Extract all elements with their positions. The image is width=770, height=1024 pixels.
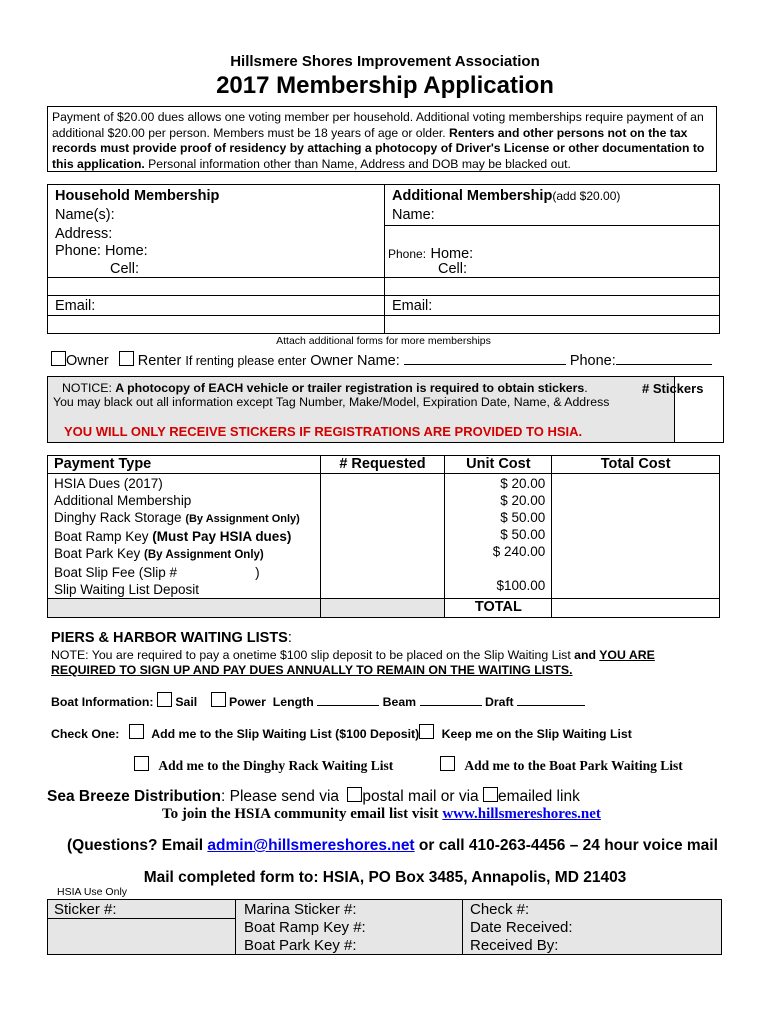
household-address-label[interactable]: Address: — [55, 226, 113, 242]
owner-phone-label: Phone: — [569, 353, 616, 369]
received-by-label: Received By: — [470, 937, 559, 954]
boat-info-row: Boat Information: Sail Power Length Beam Draft — [51, 692, 585, 709]
seabreeze-label: Sea Breeze Distribution — [47, 788, 221, 805]
household-names-label[interactable]: Name(s): — [55, 207, 115, 223]
payment-row-label: Boat Park Key (By Assignment Only) — [54, 546, 264, 561]
check-number-label: Check #: — [470, 901, 530, 918]
boatpark-waiting-label: Add me to the Boat Park Waiting List — [464, 758, 683, 773]
requested-header: # Requested — [320, 456, 445, 474]
intro-box — [47, 106, 717, 172]
renter-checkbox[interactable] — [119, 351, 134, 366]
seabreeze-row: Sea Breeze Distribution: Please send via postal mail or via emailed link — [47, 788, 580, 805]
date-received-label: Date Received: — [470, 919, 573, 936]
unit-cost-value: $100.00 — [496, 578, 546, 593]
page-title: 2017 Membership Application — [216, 72, 554, 99]
renter-label: Renter — [137, 353, 182, 369]
total-field[interactable] — [552, 599, 720, 618]
emailed-link-checkbox[interactable] — [483, 787, 498, 802]
notice-label: NOTICE: — [62, 381, 116, 395]
attach-note: Attach additional forms for more memberships — [276, 335, 491, 347]
owner-renter-row — [51, 351, 712, 369]
unit-cost-value: $ 20.00 — [500, 493, 546, 508]
payment-row-label: Boat Slip Fee (Slip # ) — [54, 565, 260, 580]
dinghy-waiting-label: Add me to the Dinghy Rack Waiting List — [158, 758, 394, 773]
owner-name-field[interactable] — [404, 364, 566, 365]
additional-price: (add $20.00) — [552, 189, 621, 203]
sticker-number-label: Sticker #: — [54, 901, 117, 918]
unit-cost-value: $ 20.00 — [500, 476, 546, 491]
additional-heading: Additional Membership — [392, 188, 553, 204]
payment-row-label: Dinghy Rack Storage (By Assignment Only) — [54, 510, 300, 525]
notice-blackout: You may black out all information except Tag Number, Make/Model, Expiration Date, Name, & Address — [53, 395, 610, 409]
draft-field[interactable] — [517, 705, 585, 706]
boat-info-label: Boat Information: — [51, 695, 154, 709]
keep-slip-checkbox[interactable] — [419, 724, 434, 739]
stickers-header: # Stickers — [642, 381, 704, 396]
payment-row-label: Boat Ramp Key (Must Pay HSIA dues) — [54, 529, 292, 544]
household-heading: Household Membership — [55, 188, 220, 204]
additional-home-label[interactable]: Home: — [430, 246, 474, 262]
postal-mail-checkbox[interactable] — [347, 787, 362, 802]
marina-sticker-label: Marina Sticker #: — [244, 901, 357, 918]
sticker-warning: YOU WILL ONLY RECEIVE STICKERS IF REGISTRATIONS ARE PROVIDED TO HSIA. — [64, 424, 583, 439]
length-field[interactable] — [317, 705, 379, 706]
dinghy-waiting-checkbox[interactable] — [134, 756, 149, 771]
membership-table — [47, 184, 720, 334]
owner-phone-field[interactable] — [616, 364, 712, 365]
payment-table — [47, 455, 720, 618]
additional-phone-label: Phone: — [388, 247, 427, 261]
website-link[interactable]: www.hillsmereshores.net — [442, 806, 601, 822]
renting-note: If renting please enter — [185, 354, 307, 368]
payment-row-label: HSIA Dues (2017) — [54, 476, 163, 491]
piers-note: NOTE: You are required to pay a onetime $100 slip deposit to be placed on the Slip Waiting List and YOU ARE REQUIRED TO SIGN UP AND PAY DUES ANNUALLY TO REMAIN ON THE WAITING LISTS. — [51, 648, 655, 677]
power-checkbox[interactable] — [211, 692, 226, 707]
check-one-label: Check One: — [51, 727, 120, 741]
unit-cost-value: $ 50.00 — [500, 510, 546, 525]
household-cell-label[interactable]: Cell: — [110, 261, 140, 277]
household-phone-home-label[interactable]: Phone: Home: — [55, 243, 148, 259]
piers-heading: PIERS & HARBOR WAITING LISTS — [51, 630, 288, 646]
join-email-list: To join the HSIA community email list visit www.hillsmereshores.net — [162, 806, 601, 822]
boatpark-waiting-checkbox[interactable] — [440, 756, 455, 771]
total-cost-header: Total Cost — [552, 456, 720, 474]
household-email-label[interactable]: Email: — [55, 298, 96, 314]
unit-costs-cell — [445, 474, 552, 599]
intro-blackout-note: Personal information other than Name, Address and DOB may be blacked out. — [144, 156, 571, 171]
admin-email-link[interactable]: admin@hillsmereshores.net — [207, 837, 415, 854]
intro-text: Payment of $20.00 dues allows one voting member per household. Additional voting memberships require payment of an additional $20.00 per person. Members must be 18 years of age or older. — [52, 110, 704, 140]
beam-field[interactable] — [420, 705, 482, 706]
owner-name-label: Owner Name: — [310, 353, 400, 369]
payment-row-label: Additional Membership — [54, 493, 192, 508]
sail-checkbox[interactable] — [157, 692, 172, 707]
payment-types-cell — [48, 474, 321, 599]
requested-field[interactable] — [320, 474, 445, 599]
unit-cost-value: $ 50.00 — [500, 527, 546, 542]
total-label: TOTAL — [445, 599, 552, 618]
notice-box: NOTICE: A photocopy of EACH vehicle or trailer registration is required to obtain stickers. You may black out all information except Tag Number, Make/Model, Expiration Date, Name, & Address YOU WILL ONLY RECEIVE STICKERS IF REGISTRATIONS ARE PROVIDED TO HSIA. # Stickers — [47, 376, 724, 443]
owner-checkbox[interactable] — [51, 351, 66, 366]
park-key-label: Boat Park Key #: — [244, 937, 357, 954]
payment-row-label: Slip Waiting List Deposit — [54, 582, 200, 597]
notice-text: A photocopy of EACH vehicle or trailer registration is required to obtain stickers — [115, 381, 585, 395]
intro-renter-notice: Renters and other persons not on the tax records must provide proof of residency by attaching a photocopy of Driver's License or other documentation to this application. — [52, 125, 705, 171]
ramp-key-label: Boat Ramp Key #: — [244, 919, 366, 936]
additional-name-label[interactable]: Name: — [392, 207, 435, 223]
slip-waiting-checkbox[interactable] — [129, 724, 144, 739]
questions-line: (Questions? Email admin@hillsmereshores.net or call 410-263-4456 – 24 hour voice mail — [67, 837, 718, 854]
owner-label: Owner — [66, 353, 109, 369]
org-name: Hillsmere Shores Improvement Association — [230, 53, 540, 70]
payment-type-header: Payment Type — [48, 456, 321, 474]
office-use-table — [47, 899, 722, 955]
check-one-row: Check One: Add me to the Slip Waiting List ($100 Deposit) Keep me on the Slip Waiting List — [51, 724, 632, 741]
unit-cost-value: $ 240.00 — [492, 544, 546, 559]
total-cost-field[interactable] — [552, 474, 720, 599]
unit-cost-header: Unit Cost — [445, 456, 552, 474]
office-use-label: HSIA Use Only — [57, 886, 128, 898]
additional-email-label[interactable]: Email: — [392, 298, 433, 314]
additional-cell-label[interactable]: Cell: — [438, 261, 468, 277]
mail-to: Mail completed form to: HSIA, PO Box 3485, Annapolis, MD 21403 — [143, 869, 627, 886]
